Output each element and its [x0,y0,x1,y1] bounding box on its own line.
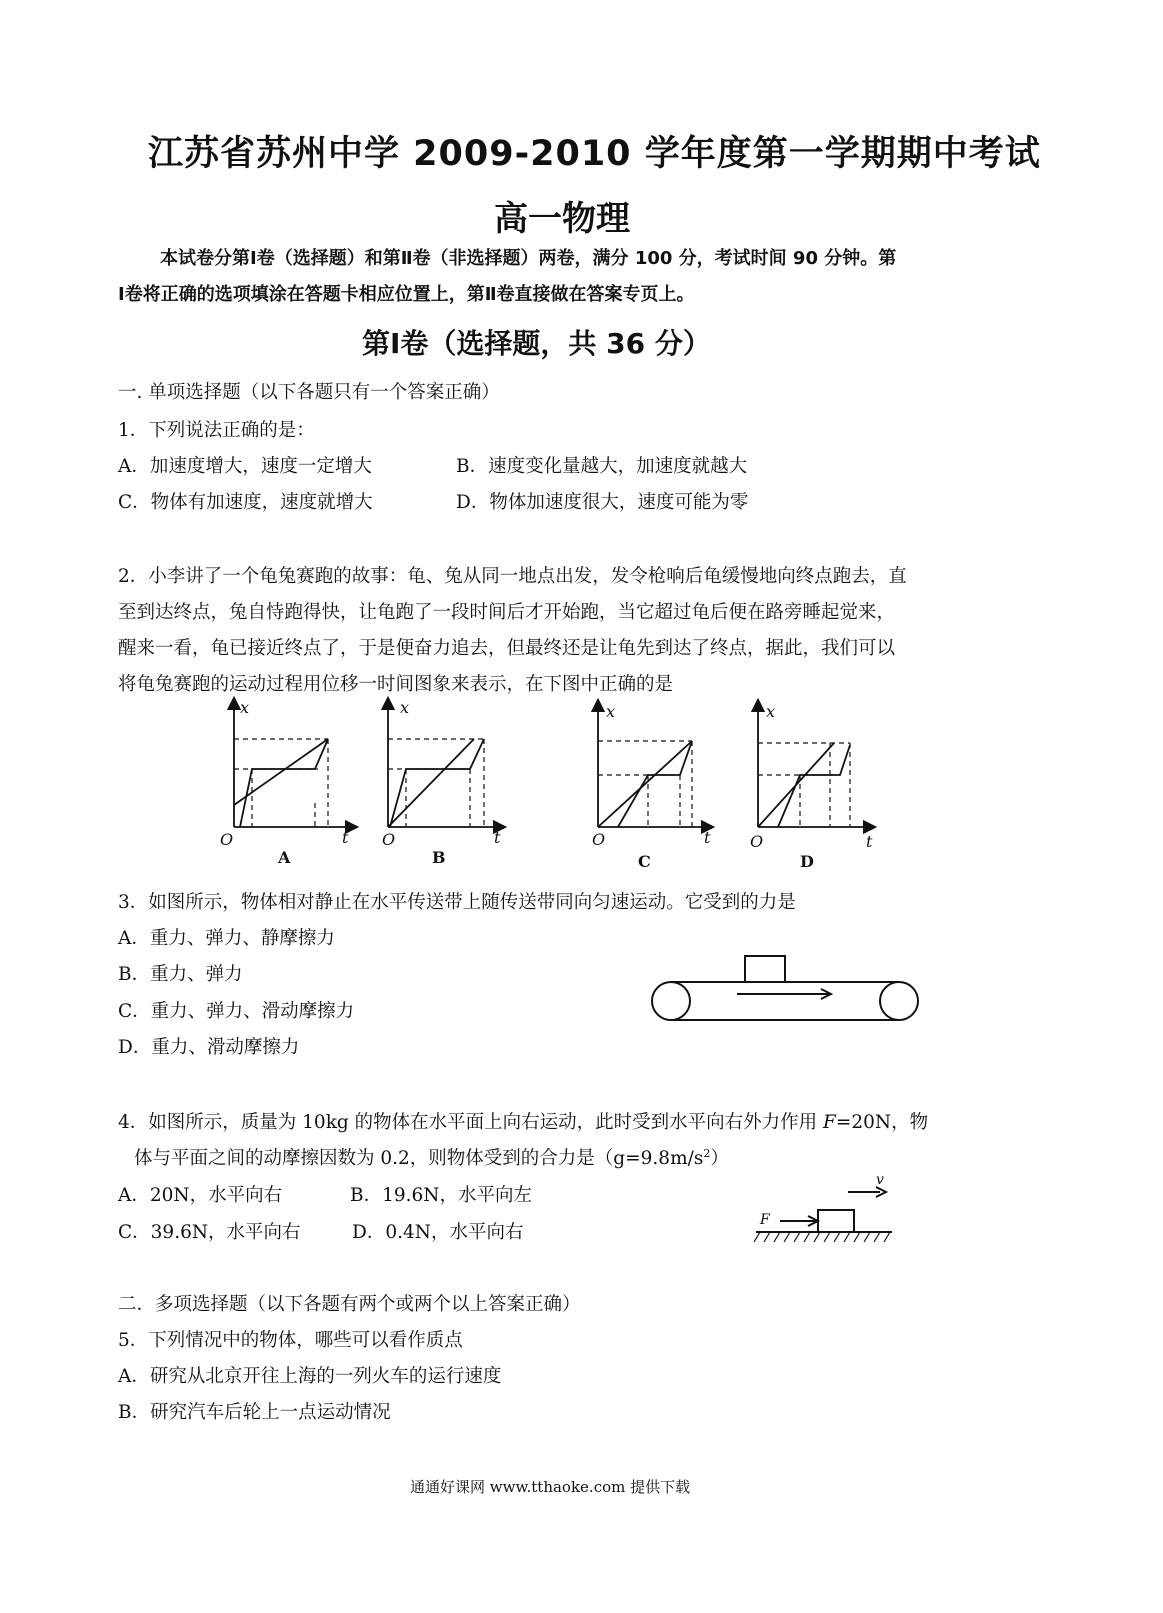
graph-label-a: A [278,848,291,867]
q1-stem: 1．下列说法正确的是： [118,420,315,441]
q2-line-3: 醒来一看，龟已接近终点了，于是便奋力追去，但最终还是让龟先到达了终点，据此，我们可以 [118,638,896,659]
intro-line-2: Ⅰ卷将正确的选项填涂在答题卡相应位置上，第Ⅱ卷直接做在答案专页上。 [118,284,695,305]
svg-text:O: O [592,830,606,849]
q5-option-a: A．研究从北京开往上海的一列火车的运行速度 [118,1366,502,1387]
q3-stem: 3．如图所示，物体相对静止在水平传送带上随传送带同向匀速运动。它受到的力是 [118,892,796,913]
exam-subject: 高一物理 [494,199,630,239]
q1-option-c: C．物体有加速度，速度就增大 [118,492,373,513]
conveyor-belt-figure [645,950,930,1030]
svg-text:x: x [606,702,616,721]
q3-option-b: B．重力、弹力 [118,964,243,985]
q2-line-1: 2．小李讲了一个龟兔赛跑的故事：龟、兔从同一地点出发，发令枪响后龟缓慢地向终点跑去，直 [118,566,907,587]
exam-title: 江苏省苏州中学 2009-2010 学年度第一学期期中考试 [148,134,1041,174]
q1-option-b: B．速度变化量越大，加速度就越大 [456,456,748,477]
svg-text:O: O [750,832,764,851]
q5-option-b: B．研究汽车后轮上一点运动情况 [118,1402,391,1423]
q2-graphs [210,695,890,880]
q2-line-4: 将龟兔赛跑的运动过程用位移一时间图象来表示，在下图中正确的是 [118,674,674,695]
q1-option-d: D．物体加速度很大，速度可能为零 [456,492,749,513]
q3-option-a: A．重力、弹力、静摩擦力 [118,928,335,949]
svg-text:x: x [400,698,410,717]
svg-text:O: O [220,830,234,849]
svg-text:x: x [240,698,250,717]
footer-credit: 通通好课网 www.tthaoke.com 提供下载 [410,1478,691,1496]
q4-line-1: 4．如图所示，质量为 10kg 的物体在水平面上向右运动，此时受到水平向右外力作用 F=20N，物 [118,1112,929,1133]
graph-label-d: D [800,852,814,871]
q2-line-2: 至到达终点，兔自恃跑得快，让龟跑了一段时间后才开始跑，当它超过龟后便在路旁睡起觉来， [118,602,896,623]
q4-option-a: A．20N，水平向右 [118,1185,283,1206]
q4-line-2: 体与平面之间的动摩擦因数为 0.2，则物体受到的合力是$(g=9.8m/s^2)$ [134,1146,729,1169]
svg-text:x: x [766,702,776,721]
block-force-figure [750,1170,900,1250]
q4-option-d: D．0.4N，水平向右 [352,1222,524,1243]
svg-text:t: t [494,828,501,847]
q4-option-b: B．19.6N，水平向左 [350,1185,532,1206]
section2-heading: 二．多项选择题（以下各题有两个或两个以上答案正确） [118,1294,581,1315]
q5-stem: 5．下列情况中的物体，哪些可以看作质点 [118,1330,463,1351]
svg-text:t: t [866,832,873,851]
q3-option-c: C．重力、弹力、滑动摩擦力 [118,1001,355,1022]
svg-text:F: F [760,1212,770,1228]
q3-option-d: D．重力、滑动摩擦力 [118,1037,300,1058]
graph-d [758,705,870,827]
graph-label-b: B [432,848,446,867]
q1-option-a: A．加速度增大，速度一定增大 [118,456,372,477]
graph-b [388,703,500,827]
q4-option-c: C．39.6N，水平向右 [118,1222,301,1243]
part1-heading: 第Ⅰ卷（选择题，共 36 分） [362,327,711,360]
svg-text:v: v [876,1172,884,1188]
svg-text:O: O [382,830,396,849]
section1-heading: 一. 单项选择题（以下各题只有一个答案正确） [118,382,500,403]
graph-c [598,705,708,827]
svg-text:t: t [342,828,349,847]
graph-a [234,703,352,827]
intro-line-1: 本试卷分第Ⅰ卷（选择题）和第Ⅱ卷（非选择题）两卷，满分 100 分，考试时间 90 分钟。第 [160,248,897,269]
svg-text:t: t [704,828,711,847]
graph-label-c: C [638,852,651,871]
